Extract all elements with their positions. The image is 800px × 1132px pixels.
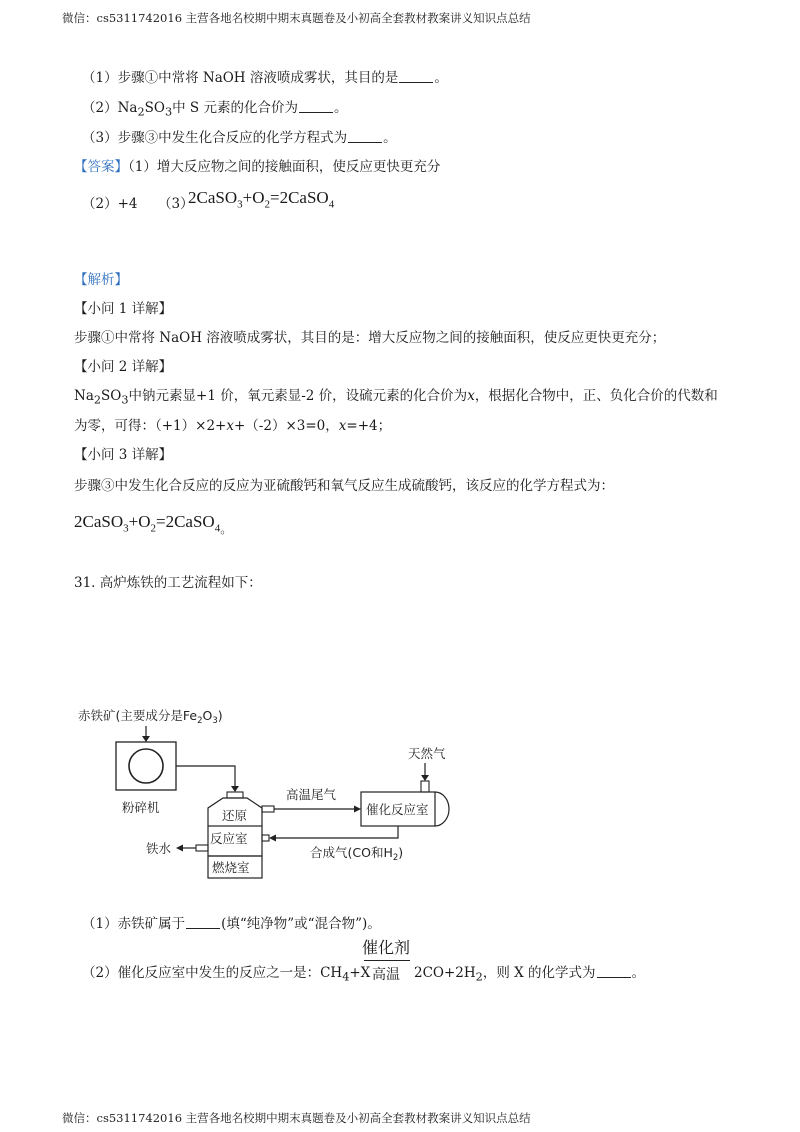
reduction-chamber-label-1: 还原 bbox=[222, 808, 248, 823]
analysis-heading-2: 【小问 2 详解】 bbox=[74, 359, 173, 375]
reaction-condition-bottom: 高温 bbox=[372, 967, 400, 983]
reaction-condition-top: 催化剂 bbox=[362, 938, 411, 957]
answer-blank bbox=[348, 141, 382, 143]
page-footer: 微信：cs5311742016 主营各地名校期中期末真题卷及小初高全套教材教案讲义知识点总结 bbox=[62, 1111, 531, 1125]
combustion-chamber-label: 燃烧室 bbox=[212, 860, 250, 875]
answer-line-2: （2）+4 bbox=[82, 196, 138, 212]
answer-line-3-label: （3） bbox=[158, 196, 194, 212]
q31-sub-1: （1）赤铁矿属于 (填“纯净物”或“混合物”)。 bbox=[82, 916, 381, 932]
analysis-text-2b: 为零，可得：（+1）×2+x+（-2）×3=0，x=+4； bbox=[74, 418, 392, 434]
q31-sub-2-tail: $2CO+2H_2$，则 X 的化学式为 。 bbox=[414, 965, 646, 984]
natural-gas-label: 天然气 bbox=[408, 746, 446, 761]
tail-gas-label: 高温尾气 bbox=[286, 787, 337, 802]
question-2: $(2)Na_2SO_3$中 S 元素的化合价为 。 bbox=[82, 100, 348, 119]
question-1: （1）步骤①中常将 NaOH 溶液喷成雾状，其目的是 。 bbox=[82, 70, 448, 86]
answer-blank bbox=[299, 111, 333, 113]
answer-line-1: 【答案】（1）增大反应物之间的接触面积，使反应更快更充分 bbox=[74, 159, 441, 175]
reaction-arrow-line bbox=[364, 960, 410, 961]
reduction-chamber-label-2: 反应室 bbox=[210, 831, 248, 846]
syngas-label: 合成气(CO和$H_2$) bbox=[310, 845, 404, 863]
analysis-text-3: 步骤③中发生化合反应的反应为亚硫酸钙和氧气反应生成硫酸钙，该反应的化学方程式为： bbox=[74, 478, 614, 494]
blast-furnace-flow-diagram bbox=[70, 700, 470, 885]
ore-label: 赤铁矿(主要成分是$Fe_2O_3$) bbox=[78, 708, 223, 726]
answer-label: 【答案】 bbox=[74, 159, 128, 175]
crusher-label: 粉碎机 bbox=[122, 800, 160, 815]
analysis-text-1: 步骤①中常将 NaOH 溶液喷成雾状，其目的是：增大反应物之间的接触面积，使反应更快更充分； bbox=[74, 330, 666, 346]
answer-blank bbox=[399, 81, 433, 83]
answer-equation: $2CaSO_3+O_2=2CaSO_4$ bbox=[188, 188, 335, 211]
page-header: 微信：cs5311742016 主营各地名校期中期末真题卷及小初高全套教材教案讲义知识点总结 bbox=[62, 11, 531, 25]
analysis-text-2a: $Na_2SO_3$中钠元素显+1 价，氧元素显-2 价，设硫元素的化合价为x，根据化合物中，正、负化合价的代数和 bbox=[74, 388, 718, 407]
question-3: （3）步骤③中发生化合反应的化学方程式为 。 bbox=[82, 130, 397, 146]
catalytic-reactor-label: 催化反应室 bbox=[366, 802, 429, 817]
crusher-icon bbox=[129, 749, 163, 783]
analysis-heading-1: 【小问 1 详解】 bbox=[74, 301, 173, 317]
question-31-title: 31. 高炉炼铁的工艺流程如下： bbox=[74, 575, 262, 591]
answer-blank bbox=[597, 976, 631, 978]
analysis-equation: $2CaSO_3+O_2=2CaSO_{4。}$ bbox=[74, 512, 233, 536]
answer-blank bbox=[186, 927, 220, 929]
molten-iron-label: 铁水 bbox=[146, 841, 172, 856]
q31-sub-2: （2）催化反应室中发生的反应之一是：$CH_4+X$ bbox=[82, 965, 371, 984]
analysis-heading-3: 【小问 3 详解】 bbox=[74, 447, 173, 463]
analysis-label: 【解析】 bbox=[74, 272, 128, 288]
